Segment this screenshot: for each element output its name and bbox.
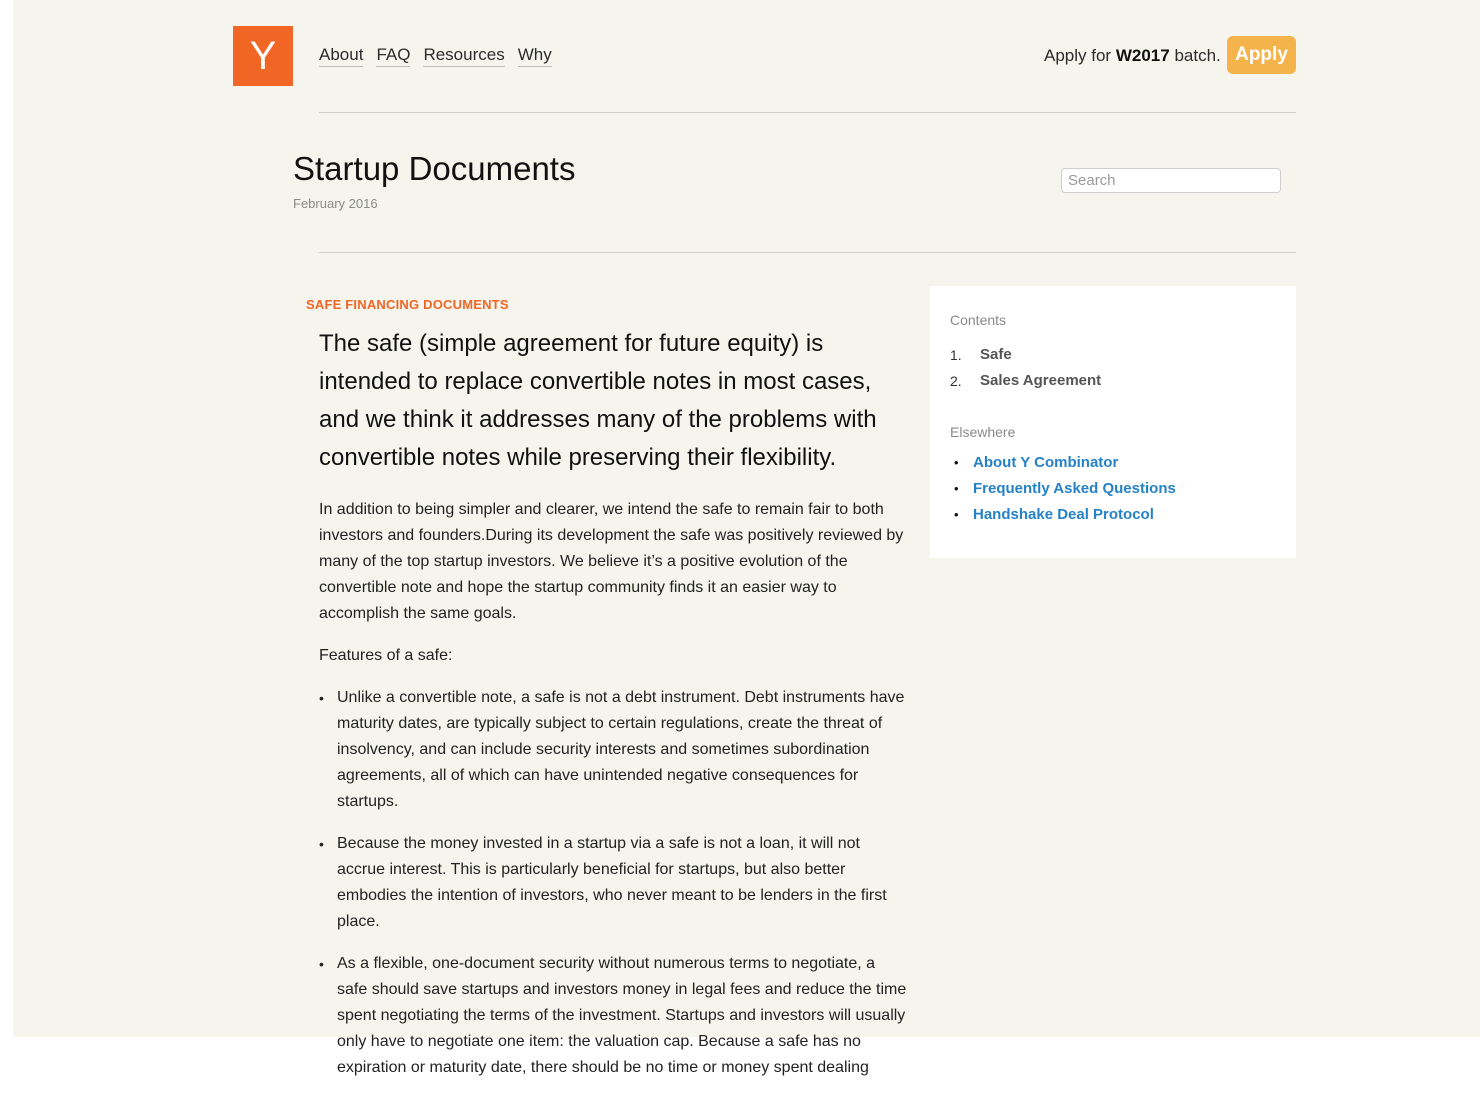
list-item [319,685,909,815]
apply-suffix: batch. [1174,46,1221,65]
contents-heading: Contents [950,312,1007,328]
feature-text: Because the money invested in a startup via a safe is not a loan, it will not accrue interest. This is particularly beneficial for startups, but also better embodies the intention of investors, who never meant to be lenders in the first place. [337,835,887,930]
bullet-icon: • [954,455,959,470]
list-item [319,831,909,935]
list-item [319,951,909,1081]
link-faq[interactable]: Frequently Asked Questions [973,480,1176,497]
page-title: Startup Documents [293,150,576,187]
main-nav [319,45,552,67]
sidebar [930,286,1296,558]
nav-why[interactable]: Why [518,45,552,67]
feature-text: As a flexible, one-document security without numerous terms to negotiate, a safe should save startups and investors money in legal fees and reduce the time spent negotiating the terms of the investment. Startups and investors will usually only have to negotiate one item: the valuation cap. Because a safe has no expiration or maturity date, there should be no time or money spent dealing [337,955,907,1076]
elsewhere-heading: Elsewhere [950,424,1016,440]
header-divider [319,112,1296,113]
link-about-yc[interactable]: About Y Combinator [973,454,1119,471]
title-divider [319,252,1296,253]
list-item [950,450,1276,476]
page-date: February 2016 [293,196,378,211]
apply-button[interactable]: Apply [1227,36,1296,74]
toc-number: 2. [950,373,962,389]
page [13,0,1480,1076]
toc-label: Sales Agreement [980,372,1102,389]
bullet-icon: • [954,481,959,496]
article-content [319,325,909,1097]
nav-resources[interactable]: Resources [423,45,504,67]
toc-item-sales-agreement[interactable] [950,368,1276,394]
apply-prefix: Apply for [1044,46,1112,65]
bullet-icon: • [319,956,324,972]
bullet-icon: • [954,507,959,522]
list-item [950,476,1276,502]
features-heading: Features of a safe: [319,647,453,664]
bullet-icon: • [319,836,324,852]
link-handshake-protocol[interactable]: Handshake Deal Protocol [973,506,1154,523]
toc-label: Safe [980,346,1012,363]
intro-paragraph: In addition to being simpler and clearer, we intend the safe to remain fair to both investors and founders.During its development the safe was positively reviewed by many of the top startup investors. We believe it’s a positive evolution of the convertible note and hope the startup community finds it an easier way to accomplish the same goals. [319,501,904,622]
contents-list [950,342,1276,394]
batch-name: W2017 [1115,46,1170,65]
yc-logo[interactable]: Y [233,26,293,86]
lead-paragraph: The safe (simple agreement for future equity) is intended to replace convertible notes in most cases, and we think it addresses many of the problems with convertible notes while preserving their flexibility. [319,330,877,471]
nav-faq[interactable]: FAQ [376,45,410,67]
search-input[interactable] [1061,168,1281,193]
elsewhere-list [950,450,1276,528]
feature-text: Unlike a convertible note, a safe is not a debt instrument. Debt instruments have maturity dates, are typically subject to certain regulations, create the threat of insolvency, and can include security interests and sometimes subordination agreements, all of which can have unintended negative consequences for startups. [337,689,905,810]
toc-item-safe[interactable] [950,342,1276,368]
bullet-icon: • [319,690,324,706]
list-item [950,502,1276,528]
section-label: SAFE FINANCING DOCUMENTS [306,297,509,312]
nav-about[interactable]: About [319,45,363,67]
apply-batch-text [1044,46,1221,66]
toc-number: 1. [950,347,962,363]
features-list [319,685,909,1081]
